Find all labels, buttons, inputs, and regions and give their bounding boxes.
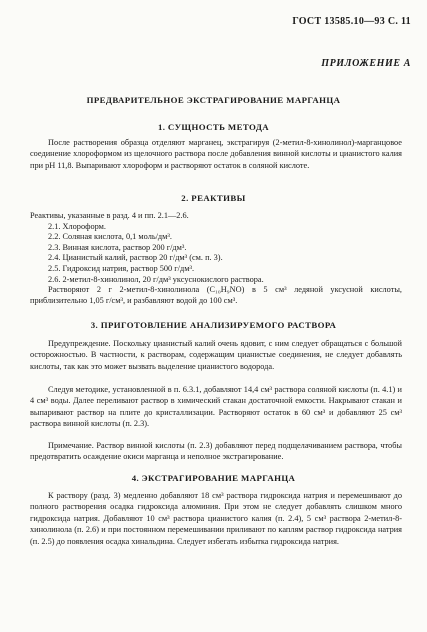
section-3-procedure: Следуя методике, установленной в п. 6.3.1, добавляют 14,4 см³ раствора соляной кислоты (п. 4.1) и 4 см³ воды. Далее переливают раствор в химический стакан достаточной емкости. Накрывают стакан и выпаривают раствор на плите до кристаллизации. Растворяют остаток в 60 см³ и добавляют 25 см³ раствора винной кислоты (п. 2.3).	[30, 385, 402, 429]
section-2-title: 2. РЕАКТИВЫ	[181, 193, 246, 203]
reagent-item: 2.1. Хлороформ.	[48, 221, 106, 231]
section-3-title: 3. ПРИГОТОВЛЕНИЕ АНАЛИЗИРУЕМОГО РАСТВОРА	[90, 320, 337, 330]
appendix-label: ПРИЛОЖЕНИЕ А	[321, 58, 411, 69]
reagent-item: 2.5. Гидроксид натрия, раствор 500 г/дм³.	[48, 263, 195, 273]
page-header: ГОСТ 13585.10—93 С. 11	[292, 16, 411, 27]
main-title: ПРЕДВАРИТЕЛЬНОЕ ЭКСТРАГИРОВАНИЕ МАРГАНЦА	[86, 95, 341, 105]
reagent-item: 2.6. 2-метил-8-хинолинол, 20 г/дм³ уксуснокислого раствора.	[48, 274, 264, 284]
reagents-intro: Реактивы, указанные в разд. 4 и пп. 2.1—2.6.	[30, 211, 189, 220]
section-4-title: 4. ЭКСТРАГИРОВАНИЕ МАРГАНЦА	[131, 473, 296, 483]
reagent-preparation: Растворяют 2 г 2-метил-8-хинолинола (C₁₀H₉NO) в 5 см³ ледяной уксусной кислоты, приблизительно 1,05 г/см³, и разбавляют водой до 100 см³.	[30, 285, 402, 305]
section-1-text: После растворения образца отделяют марганец, экстрагируя (2-метил-8-хинолинол)-марганцовое соединение хлороформом из щелочного раствора после добавления винной кислоты и цианистого калия при pH 11,8. Выпаривают хлороформ и растворяют остаток в соляной кислоте.	[30, 138, 402, 170]
reagents-list	[30, 211, 402, 306]
reagent-item: 2.2. Соляная кислота, 0,1 моль/дм³.	[48, 232, 172, 242]
reagent-item: 2.4. Цианистый калий, раствор 20 г/дм³ (см. п. 3).	[48, 253, 223, 263]
section-3-warning: Предупреждение. Поскольку цианистый калий очень ядовит, с ним следует обращаться с большой осторожностью. В частности, к растворам, содержащим цианистые соединения, не следует добавлять кислоты, так как это может вызвать выделение цианистого водорода.	[30, 339, 402, 371]
section-4-text: К раствору (разд. 3) медленно добавляют 18 см³ раствора гидроксида натрия и перемешивают до полного растворения осадка гидроксида алюминия. При этом не следует добавлять слишком много гидроксида натрия. Добавляют 10 см³ раствора цианистого калия (п. 2.4), 5 см³ раствора 2-метил-8-хинолинола (п. 2.6) и при постоянном перемешивании приливают по каплям раствор гидроксида натрия (п. 2.5) до появления осадка хинальдина. Следует избегать избытка гидроксида натрия.	[30, 491, 402, 546]
reagent-item: 2.3. Винная кислота, раствор 200 г/дм³.	[48, 242, 187, 252]
section-3-note: Примечание. Раствор винной кислоты (п. 2.3) добавляют перед подщелачиванием раствора, чтобы предотвратить осаждение окиси марганца и неполное экстрагирование.	[30, 441, 402, 462]
section-1-title: 1. СУЩНОСТЬ МЕТОДА	[157, 122, 270, 132]
